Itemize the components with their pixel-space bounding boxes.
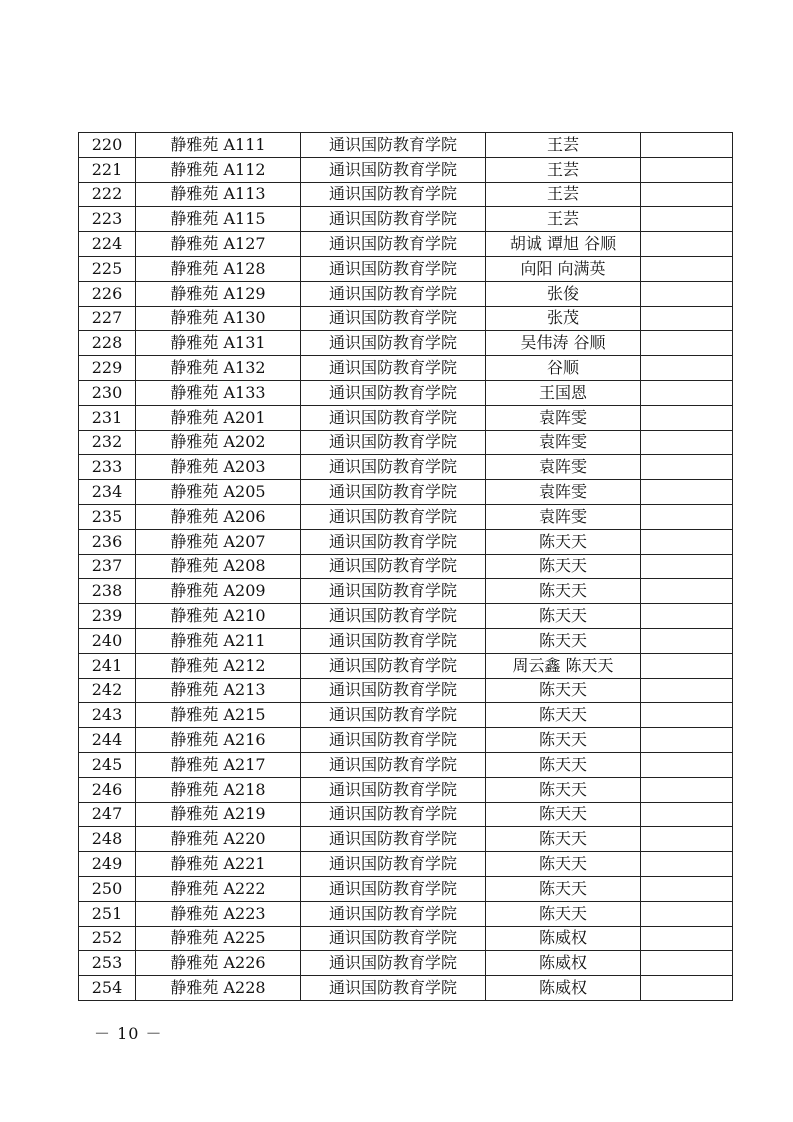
room-cell: 静雅苑 A131 [136,331,301,356]
person-in-charge-cell: 吴伟涛 谷顺 [486,331,641,356]
row-number-cell: 226 [79,281,136,306]
person-in-charge-cell: 张茂 [486,306,641,331]
note-cell [641,976,733,1001]
table-row [79,777,733,802]
college-cell: 通识国防教育学院 [301,380,486,405]
row-number-cell: 250 [79,876,136,901]
row-number-cell: 242 [79,678,136,703]
person-in-charge-cell: 陈威权 [486,976,641,1001]
college-cell: 通识国防教育学院 [301,628,486,653]
person-in-charge-cell: 陈威权 [486,951,641,976]
college-cell: 通识国防教育学院 [301,901,486,926]
table-row [79,976,733,1001]
note-cell [641,678,733,703]
row-number-cell: 244 [79,728,136,753]
person-in-charge-cell: 陈天天 [486,579,641,604]
college-cell: 通识国防教育学院 [301,207,486,232]
note-cell [641,405,733,430]
person-in-charge-cell: 陈天天 [486,777,641,802]
table-row [79,157,733,182]
person-in-charge-cell: 陈天天 [486,728,641,753]
row-number-cell: 235 [79,504,136,529]
room-cell: 静雅苑 A221 [136,852,301,877]
note-cell [641,207,733,232]
room-cell: 静雅苑 A212 [136,653,301,678]
college-cell: 通识国防教育学院 [301,529,486,554]
table-row [79,852,733,877]
college-cell: 通识国防教育学院 [301,951,486,976]
college-cell: 通识国防教育学院 [301,703,486,728]
person-in-charge-cell: 陈天天 [486,827,641,852]
table-row [79,728,733,753]
college-cell: 通识国防教育学院 [301,504,486,529]
row-number-cell: 240 [79,628,136,653]
row-number-cell: 223 [79,207,136,232]
person-in-charge-cell: 王芸 [486,182,641,207]
note-cell [641,728,733,753]
note-cell [641,232,733,257]
row-number-cell: 247 [79,802,136,827]
table-row [79,430,733,455]
room-cell: 静雅苑 A216 [136,728,301,753]
row-number-cell: 229 [79,356,136,381]
college-cell: 通识国防教育学院 [301,852,486,877]
room-cell: 静雅苑 A112 [136,157,301,182]
college-cell: 通识国防教育学院 [301,604,486,629]
room-cell: 静雅苑 A132 [136,356,301,381]
person-in-charge-cell: 陈天天 [486,802,641,827]
room-cell: 静雅苑 A225 [136,926,301,951]
row-number-cell: 234 [79,480,136,505]
college-cell: 通识国防教育学院 [301,430,486,455]
row-number-cell: 252 [79,926,136,951]
note-cell [641,256,733,281]
college-cell: 通识国防教育学院 [301,827,486,852]
person-in-charge-cell: 袁阵雯 [486,430,641,455]
table-row [79,405,733,430]
college-cell: 通识国防教育学院 [301,876,486,901]
table-row [79,256,733,281]
row-number-cell: 251 [79,901,136,926]
note-cell [641,480,733,505]
person-in-charge-cell: 王芸 [486,133,641,158]
table-row [79,703,733,728]
row-number-cell: 241 [79,653,136,678]
table-row [79,752,733,777]
table-row [79,331,733,356]
table-row [79,951,733,976]
college-cell: 通识国防教育学院 [301,182,486,207]
person-in-charge-cell: 陈天天 [486,901,641,926]
note-cell [641,752,733,777]
room-cell: 静雅苑 A219 [136,802,301,827]
person-in-charge-cell: 陈天天 [486,678,641,703]
note-cell [641,380,733,405]
person-in-charge-cell: 陈天天 [486,554,641,579]
row-number-cell: 239 [79,604,136,629]
college-cell: 通识国防教育学院 [301,455,486,480]
person-in-charge-cell: 陈天天 [486,604,641,629]
college-cell: 通识国防教育学院 [301,480,486,505]
room-cell: 静雅苑 A208 [136,554,301,579]
room-cell: 静雅苑 A115 [136,207,301,232]
college-cell: 通识国防教育学院 [301,356,486,381]
page-number: － 10 － [94,1024,163,1043]
table-row [79,207,733,232]
room-cell: 静雅苑 A218 [136,777,301,802]
table-row [79,380,733,405]
college-cell: 通识国防教育学院 [301,256,486,281]
college-cell: 通识国防教育学院 [301,728,486,753]
note-cell [641,430,733,455]
room-cell: 静雅苑 A205 [136,480,301,505]
note-cell [641,554,733,579]
person-in-charge-cell: 王芸 [486,207,641,232]
row-number-cell: 254 [79,976,136,1001]
table-row [79,504,733,529]
room-cell: 静雅苑 A222 [136,876,301,901]
row-number-cell: 237 [79,554,136,579]
person-in-charge-cell: 袁阵雯 [486,480,641,505]
row-number-cell: 224 [79,232,136,257]
dormitory-assignment-table [78,132,733,1001]
table-row [79,455,733,480]
note-cell [641,306,733,331]
room-cell: 静雅苑 A113 [136,182,301,207]
college-cell: 通识国防教育学院 [301,554,486,579]
note-cell [641,182,733,207]
note-cell [641,504,733,529]
table-row [79,876,733,901]
note-cell [641,331,733,356]
room-cell: 静雅苑 A210 [136,604,301,629]
row-number-cell: 243 [79,703,136,728]
note-cell [641,653,733,678]
table-row [79,678,733,703]
room-cell: 静雅苑 A128 [136,256,301,281]
room-cell: 静雅苑 A133 [136,380,301,405]
person-in-charge-cell: 胡诚 谭旭 谷顺 [486,232,641,257]
row-number-cell: 227 [79,306,136,331]
room-cell: 静雅苑 A111 [136,133,301,158]
table-row [79,901,733,926]
college-cell: 通识国防教育学院 [301,331,486,356]
person-in-charge-cell: 陈天天 [486,852,641,877]
room-cell: 静雅苑 A226 [136,951,301,976]
table-row [79,554,733,579]
room-cell: 静雅苑 A223 [136,901,301,926]
person-in-charge-cell: 袁阵雯 [486,455,641,480]
note-cell [641,133,733,158]
row-number-cell: 230 [79,380,136,405]
college-cell: 通识国防教育学院 [301,281,486,306]
table-row [79,232,733,257]
room-cell: 静雅苑 A130 [136,306,301,331]
person-in-charge-cell: 袁阵雯 [486,405,641,430]
room-cell: 静雅苑 A211 [136,628,301,653]
row-number-cell: 228 [79,331,136,356]
note-cell [641,604,733,629]
person-in-charge-cell: 谷顺 [486,356,641,381]
table-row [79,182,733,207]
table-row [79,356,733,381]
person-in-charge-cell: 陈天天 [486,529,641,554]
note-cell [641,777,733,802]
note-cell [641,827,733,852]
college-cell: 通识国防教育学院 [301,678,486,703]
table-row [79,480,733,505]
college-cell: 通识国防教育学院 [301,752,486,777]
person-in-charge-cell: 陈天天 [486,703,641,728]
row-number-cell: 238 [79,579,136,604]
table-body [79,133,733,1001]
table-row [79,827,733,852]
person-in-charge-cell: 周云鑫 陈天天 [486,653,641,678]
row-number-cell: 225 [79,256,136,281]
note-cell [641,926,733,951]
table-row [79,802,733,827]
table-row [79,281,733,306]
table-row [79,653,733,678]
room-cell: 静雅苑 A220 [136,827,301,852]
row-number-cell: 236 [79,529,136,554]
college-cell: 通识国防教育学院 [301,133,486,158]
note-cell [641,802,733,827]
table-row [79,306,733,331]
row-number-cell: 245 [79,752,136,777]
person-in-charge-cell: 王国恩 [486,380,641,405]
room-cell: 静雅苑 A206 [136,504,301,529]
college-cell: 通识国防教育学院 [301,976,486,1001]
college-cell: 通识国防教育学院 [301,926,486,951]
person-in-charge-cell: 陈威权 [486,926,641,951]
row-number-cell: 253 [79,951,136,976]
note-cell [641,455,733,480]
note-cell [641,529,733,554]
room-cell: 静雅苑 A213 [136,678,301,703]
note-cell [641,901,733,926]
room-cell: 静雅苑 A228 [136,976,301,1001]
note-cell [641,157,733,182]
college-cell: 通识国防教育学院 [301,579,486,604]
row-number-cell: 246 [79,777,136,802]
room-cell: 静雅苑 A127 [136,232,301,257]
room-cell: 静雅苑 A215 [136,703,301,728]
row-number-cell: 249 [79,852,136,877]
person-in-charge-cell: 陈天天 [486,628,641,653]
person-in-charge-cell: 王芸 [486,157,641,182]
person-in-charge-cell: 张俊 [486,281,641,306]
room-cell: 静雅苑 A202 [136,430,301,455]
row-number-cell: 232 [79,430,136,455]
note-cell [641,628,733,653]
college-cell: 通识国防教育学院 [301,802,486,827]
note-cell [641,951,733,976]
note-cell [641,356,733,381]
room-cell: 静雅苑 A209 [136,579,301,604]
note-cell [641,579,733,604]
person-in-charge-cell: 袁阵雯 [486,504,641,529]
table-row [79,579,733,604]
table-row [79,926,733,951]
college-cell: 通识国防教育学院 [301,653,486,678]
row-number-cell: 248 [79,827,136,852]
person-in-charge-cell: 陈天天 [486,876,641,901]
college-cell: 通识国防教育学院 [301,405,486,430]
table-row [79,628,733,653]
note-cell [641,281,733,306]
person-in-charge-cell: 陈天天 [486,752,641,777]
table-row [79,529,733,554]
room-cell: 静雅苑 A129 [136,281,301,306]
person-in-charge-cell: 向阳 向满英 [486,256,641,281]
table-row [79,133,733,158]
note-cell [641,703,733,728]
row-number-cell: 231 [79,405,136,430]
college-cell: 通识国防教育学院 [301,306,486,331]
room-cell: 静雅苑 A203 [136,455,301,480]
note-cell [641,852,733,877]
college-cell: 通识国防教育学院 [301,232,486,257]
college-cell: 通识国防教育学院 [301,777,486,802]
room-cell: 静雅苑 A207 [136,529,301,554]
row-number-cell: 222 [79,182,136,207]
room-cell: 静雅苑 A217 [136,752,301,777]
row-number-cell: 220 [79,133,136,158]
table-row [79,604,733,629]
note-cell [641,876,733,901]
row-number-cell: 221 [79,157,136,182]
row-number-cell: 233 [79,455,136,480]
room-cell: 静雅苑 A201 [136,405,301,430]
college-cell: 通识国防教育学院 [301,157,486,182]
